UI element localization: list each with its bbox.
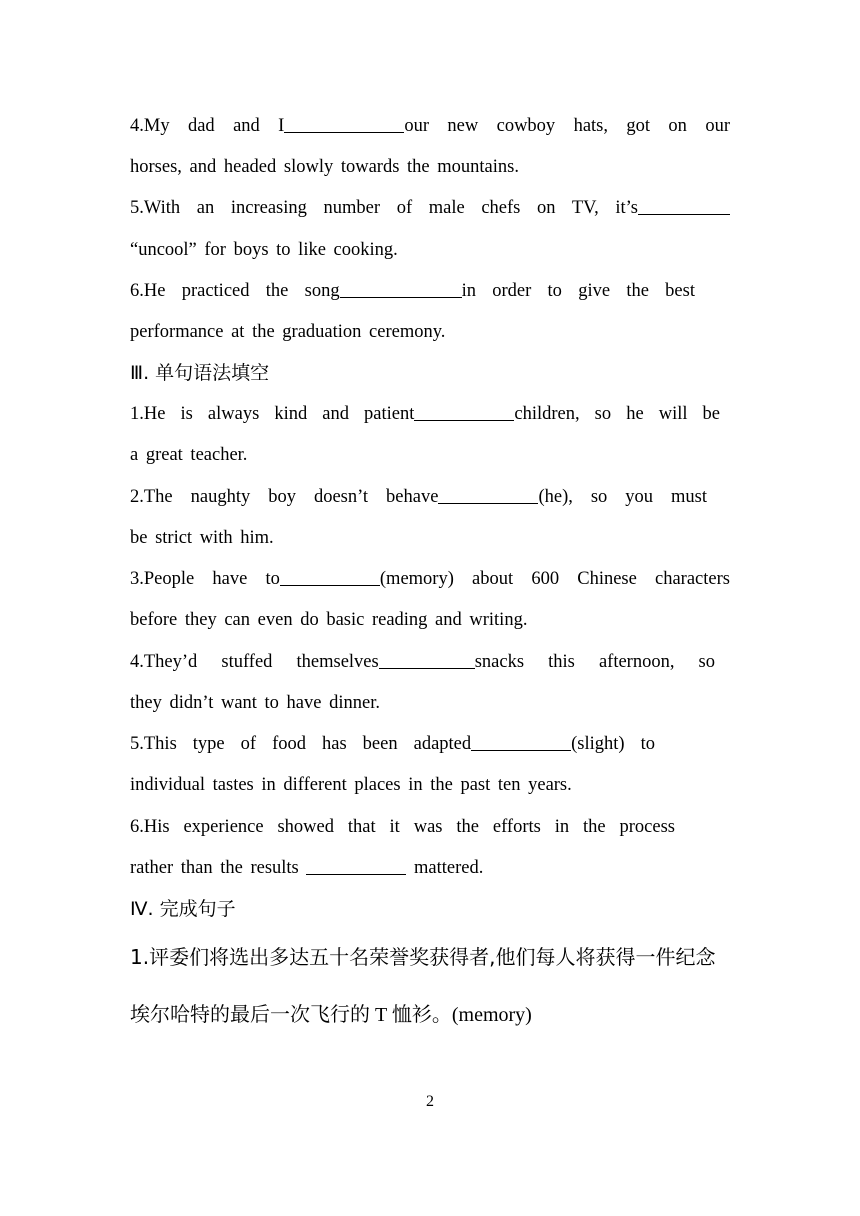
q3-1-line1: 1.He is always kind and patient children, so he will be	[130, 404, 721, 424]
q3-3-line1: 3.People have to (memory) about 600 Chinese characters	[130, 569, 730, 589]
answer-blank[interactable]	[306, 856, 406, 875]
q3-1-line2: a great teacher.	[130, 445, 248, 465]
q3-4-line1: 4.They’d stuffed themselves snacks this afternoon, so	[130, 652, 715, 672]
q3-2-line2: be strict with him.	[130, 528, 274, 548]
q2-6-line1: 6.He practiced the song in order to give the best	[130, 281, 695, 301]
q3-2-line1: 2.The naughty boy doesn’t behave (he), so you must	[130, 487, 707, 507]
answer-blank[interactable]	[284, 114, 404, 133]
q2-5-line1: 5.With an increasing number of male chefs on TV, it’s	[130, 196, 730, 220]
q3-3-line2: before they can even do basic reading and writing.	[130, 610, 528, 630]
answer-blank[interactable]	[379, 650, 475, 669]
answer-blank[interactable]	[438, 485, 538, 504]
answer-blank[interactable]	[340, 279, 462, 298]
q4-1-line2: 埃尔哈特的最后一次飞行的 T 恤衫。(memory)	[130, 1002, 532, 1026]
answer-blank[interactable]	[471, 732, 571, 751]
answer-blank[interactable]	[638, 196, 730, 215]
q2-4-line1: 4.My dad and I our new cowboy hats, got on our	[130, 116, 730, 136]
q3-6-line1: 6.His experience showed that it was the efforts in the process	[130, 817, 675, 837]
q3-5-line2: individual tastes in different places in the past ten years.	[130, 775, 572, 795]
q4-1-line1: 1.评委们将选出多达五十名荣誉奖获得者,他们每人将获得一件纪念	[130, 945, 716, 969]
answer-blank[interactable]	[414, 402, 514, 421]
section3-heading: Ⅲ. 单句语法填空	[130, 362, 270, 384]
q2-5-line2: “uncool” for boys to like cooking.	[130, 240, 398, 260]
page-number: 2	[426, 1093, 434, 1110]
q2-6-line2: performance at the graduation ceremony.	[130, 322, 446, 342]
q3-5-line1: 5.This type of food has been adapted (slight) to	[130, 734, 655, 754]
q3-4-line2: they didn’t want to have dinner.	[130, 693, 380, 713]
answer-blank[interactable]	[280, 567, 380, 586]
q2-4-line2: horses, and headed slowly towards the mountains.	[130, 157, 519, 177]
q3-6-line2: rather than the results mattered.	[130, 858, 484, 878]
section4-heading: Ⅳ. 完成句子	[130, 898, 236, 920]
